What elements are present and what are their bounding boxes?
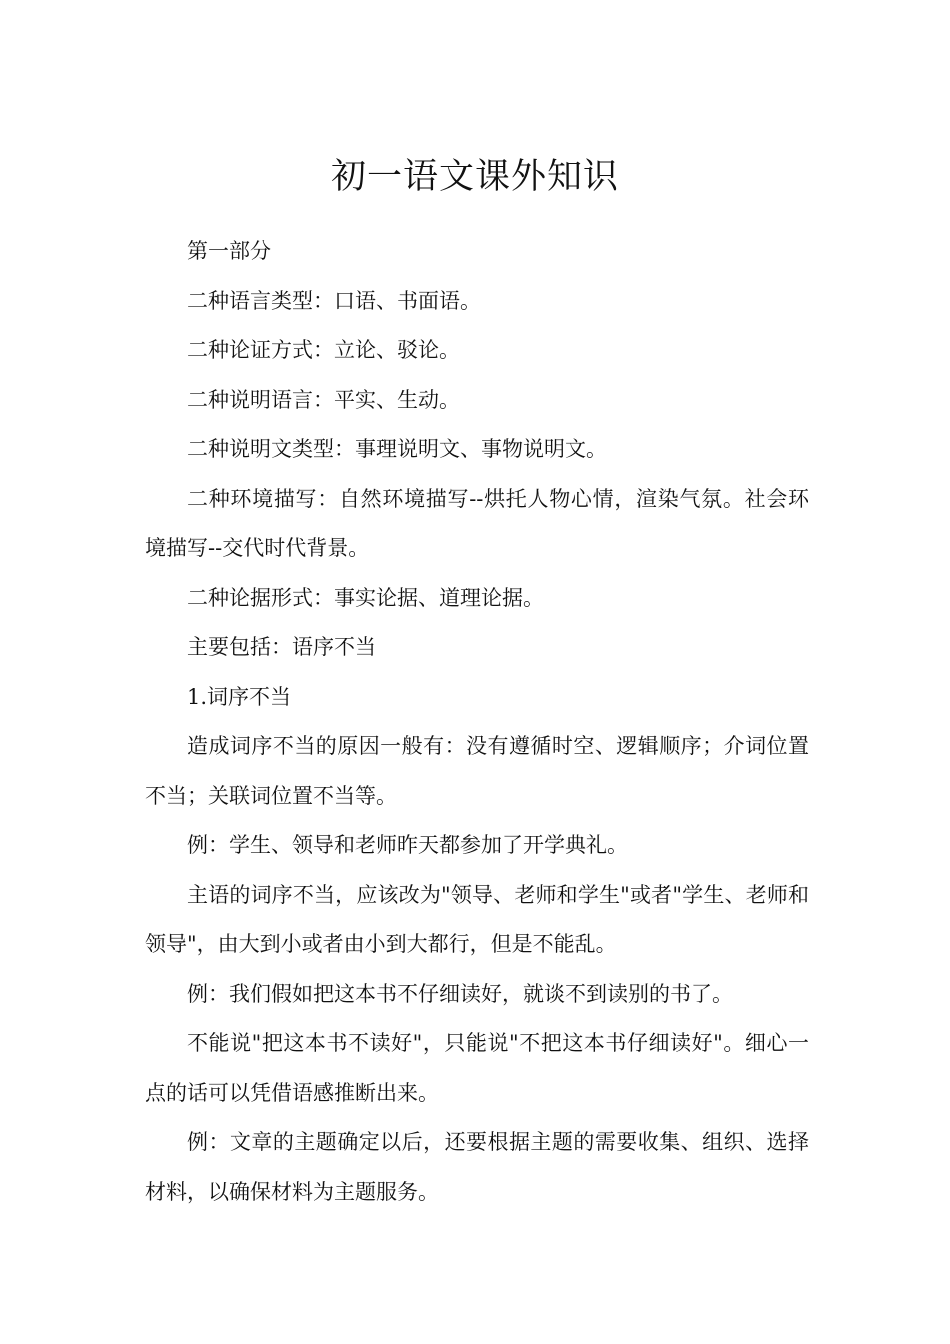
paragraph: 二种说明语言：平实、生动。 <box>187 387 460 412</box>
paragraph: 主要包括：语序不当 <box>187 635 376 659</box>
paragraph: 二种说明文类型：事理说明文、事物说明文。 <box>187 437 607 461</box>
paragraph: 主语的词序不当，应该改为"领导、老师和学生"或者"学生、老师和领导"，由大到小或者由小到大都行，但是不能乱。 <box>145 882 809 956</box>
paragraph: 二种环境描写：自然环境描写--烘托人物心情，渲染气氛。社会环境描写--交代时代背景。 <box>145 486 809 560</box>
paragraph: 第一部分 <box>187 239 271 263</box>
paragraph: 1.词序不当 <box>187 684 292 709</box>
document-body <box>145 227 809 1217</box>
paragraph: 例：学生、领导和老师昨天都参加了开学典礼。 <box>187 833 628 857</box>
paragraph: 造成词序不当的原因一般有：没有遵循时空、逻辑顺序；介词位置不当；关联词位置不当等。 <box>145 734 809 808</box>
paragraph: 二种语言类型：口语、书面语。 <box>187 288 481 313</box>
paragraph: 二种论证方式：立论、驳论。 <box>187 338 460 362</box>
document-title: 初一语文课外知识 <box>330 157 619 198</box>
paragraph: 例：文章的主题确定以后，还要根据主题的需要收集、组织、选择材料，以确保材料为主题服务。 <box>145 1130 809 1204</box>
paragraph: 二种论据形式：事实论据、道理论据。 <box>187 585 544 610</box>
paragraph: 不能说"把这本书不读好"，只能说"不把这本书仔细读好"。细心一点的话可以凭借语感推断出来。 <box>145 1031 809 1105</box>
paragraph: 例：我们假如把这本书不仔细读好，就谈不到读别的书了。 <box>187 981 733 1006</box>
